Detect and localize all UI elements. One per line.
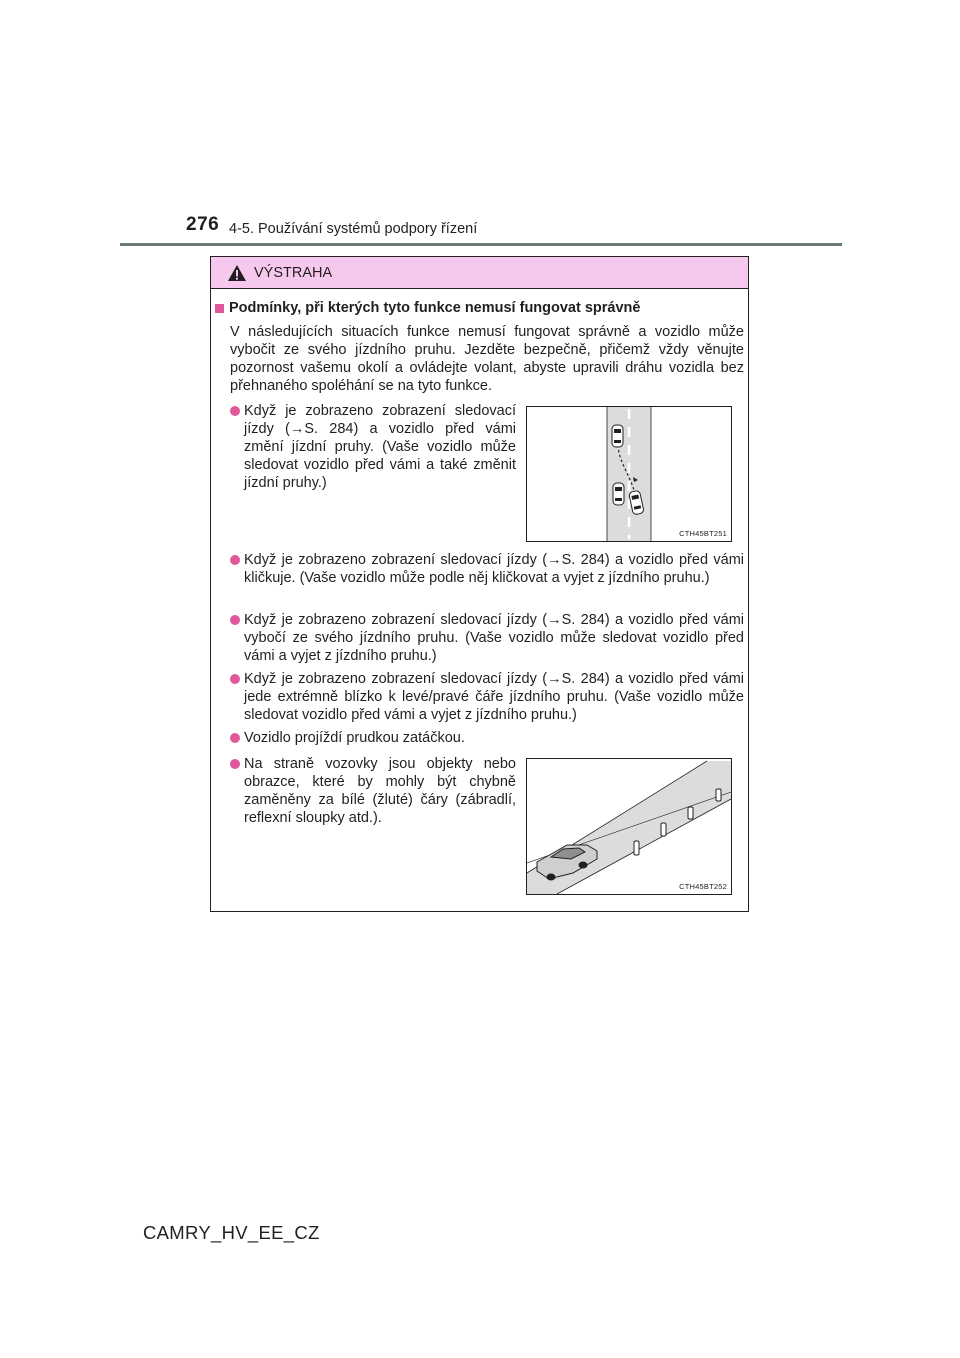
list-item-text: Na straně vozovky jsou objekty nebo obrazce, které by mohly být chybně zaměněny za bílé (žluté) čáry (zábradlí, reflexní sloupky atd.). [244, 756, 516, 826]
warning-box [210, 256, 749, 912]
section-title: 4-5. Používání systémů podpory řízení [229, 221, 478, 237]
conditions-heading-text: Podmínky, při kterých tyto funkce nemusí fungovat správně [229, 300, 641, 316]
footer-model-code: CAMRY_HV_EE_CZ [143, 1222, 320, 1243]
bullet-icon [230, 759, 240, 769]
header-rule [120, 243, 842, 246]
bullet-icon [230, 615, 240, 625]
warning-header [211, 257, 748, 289]
warning-triangle-icon [227, 264, 247, 282]
list-item [230, 611, 744, 665]
intro-paragraph: V následujících situacích funkce nemusí fungovat správně a vozidlo může vybočit ze svého jízdního pruhu. Jezděte bezpečně, přičemž vždy věnujte pozornost vašemu okolí a ovládejte volant, abyste upravili dráhu vozidla bez přehnaného spoléhání se na tyto funkce. [230, 324, 744, 394]
lane-change-illustration [527, 407, 731, 541]
list-item-text: Když je zobrazeno zobrazení sledovací jízdy (→S. 284) a vozidlo před vámi jede extrémně blízko k levé/pravé čáře jízdního pruhu. (Vaše vozidlo může sledovat vozidlo před vámi a vyjet z jízdního pruhu.) [244, 671, 744, 723]
lead-vehicle-icon [612, 425, 623, 447]
list-item-text: Když je zobrazeno zobrazení sledovací jízdy (→S. 284) a vozidlo před vámi kličkuje. (Vaše vozidlo může podle něj kličkovat a vyjet z jízdního pruhu.) [244, 552, 744, 586]
page-number: 276 [186, 214, 220, 235]
list-item [230, 551, 744, 587]
bullet-icon [230, 674, 240, 684]
list-item-text: Vozidlo projíždí prudkou zatáčkou. [244, 730, 465, 746]
figure-code: CTH45BT252 [679, 882, 727, 891]
roadside-posts-illustration [527, 759, 731, 894]
list-item [230, 402, 516, 492]
figure-roadside-posts [526, 758, 732, 895]
figure-lane-change [526, 406, 732, 542]
own-vehicle-icon [613, 483, 624, 505]
list-item-text: Když je zobrazeno zobrazení sledovací jízdy (→S. 284) a vozidlo před vámi vybočí ze svého jízdního pruhu. (Vaše vozidlo může sledovat vozidlo před vámi a vyjet z jízdního pruhu.) [244, 612, 744, 664]
list-item-text: Když je zobrazeno zobrazení sledovací jízdy (→S. 284) a vozidlo před vámi změní jízdní pruhy. (Vaše vozidlo může sledovat vozidlo před vámi a také změnit jízdní pruhy.) [244, 403, 516, 491]
figure-code: CTH45BT251 [679, 529, 727, 538]
list-item [230, 670, 744, 724]
square-bullet-icon [215, 304, 224, 313]
bullet-icon [230, 406, 240, 416]
list-item [230, 729, 744, 747]
bullet-icon [230, 733, 240, 743]
bullet-icon [230, 555, 240, 565]
list-item [230, 755, 516, 827]
conditions-heading [215, 300, 640, 316]
warning-label: VÝSTRAHA [254, 264, 333, 281]
